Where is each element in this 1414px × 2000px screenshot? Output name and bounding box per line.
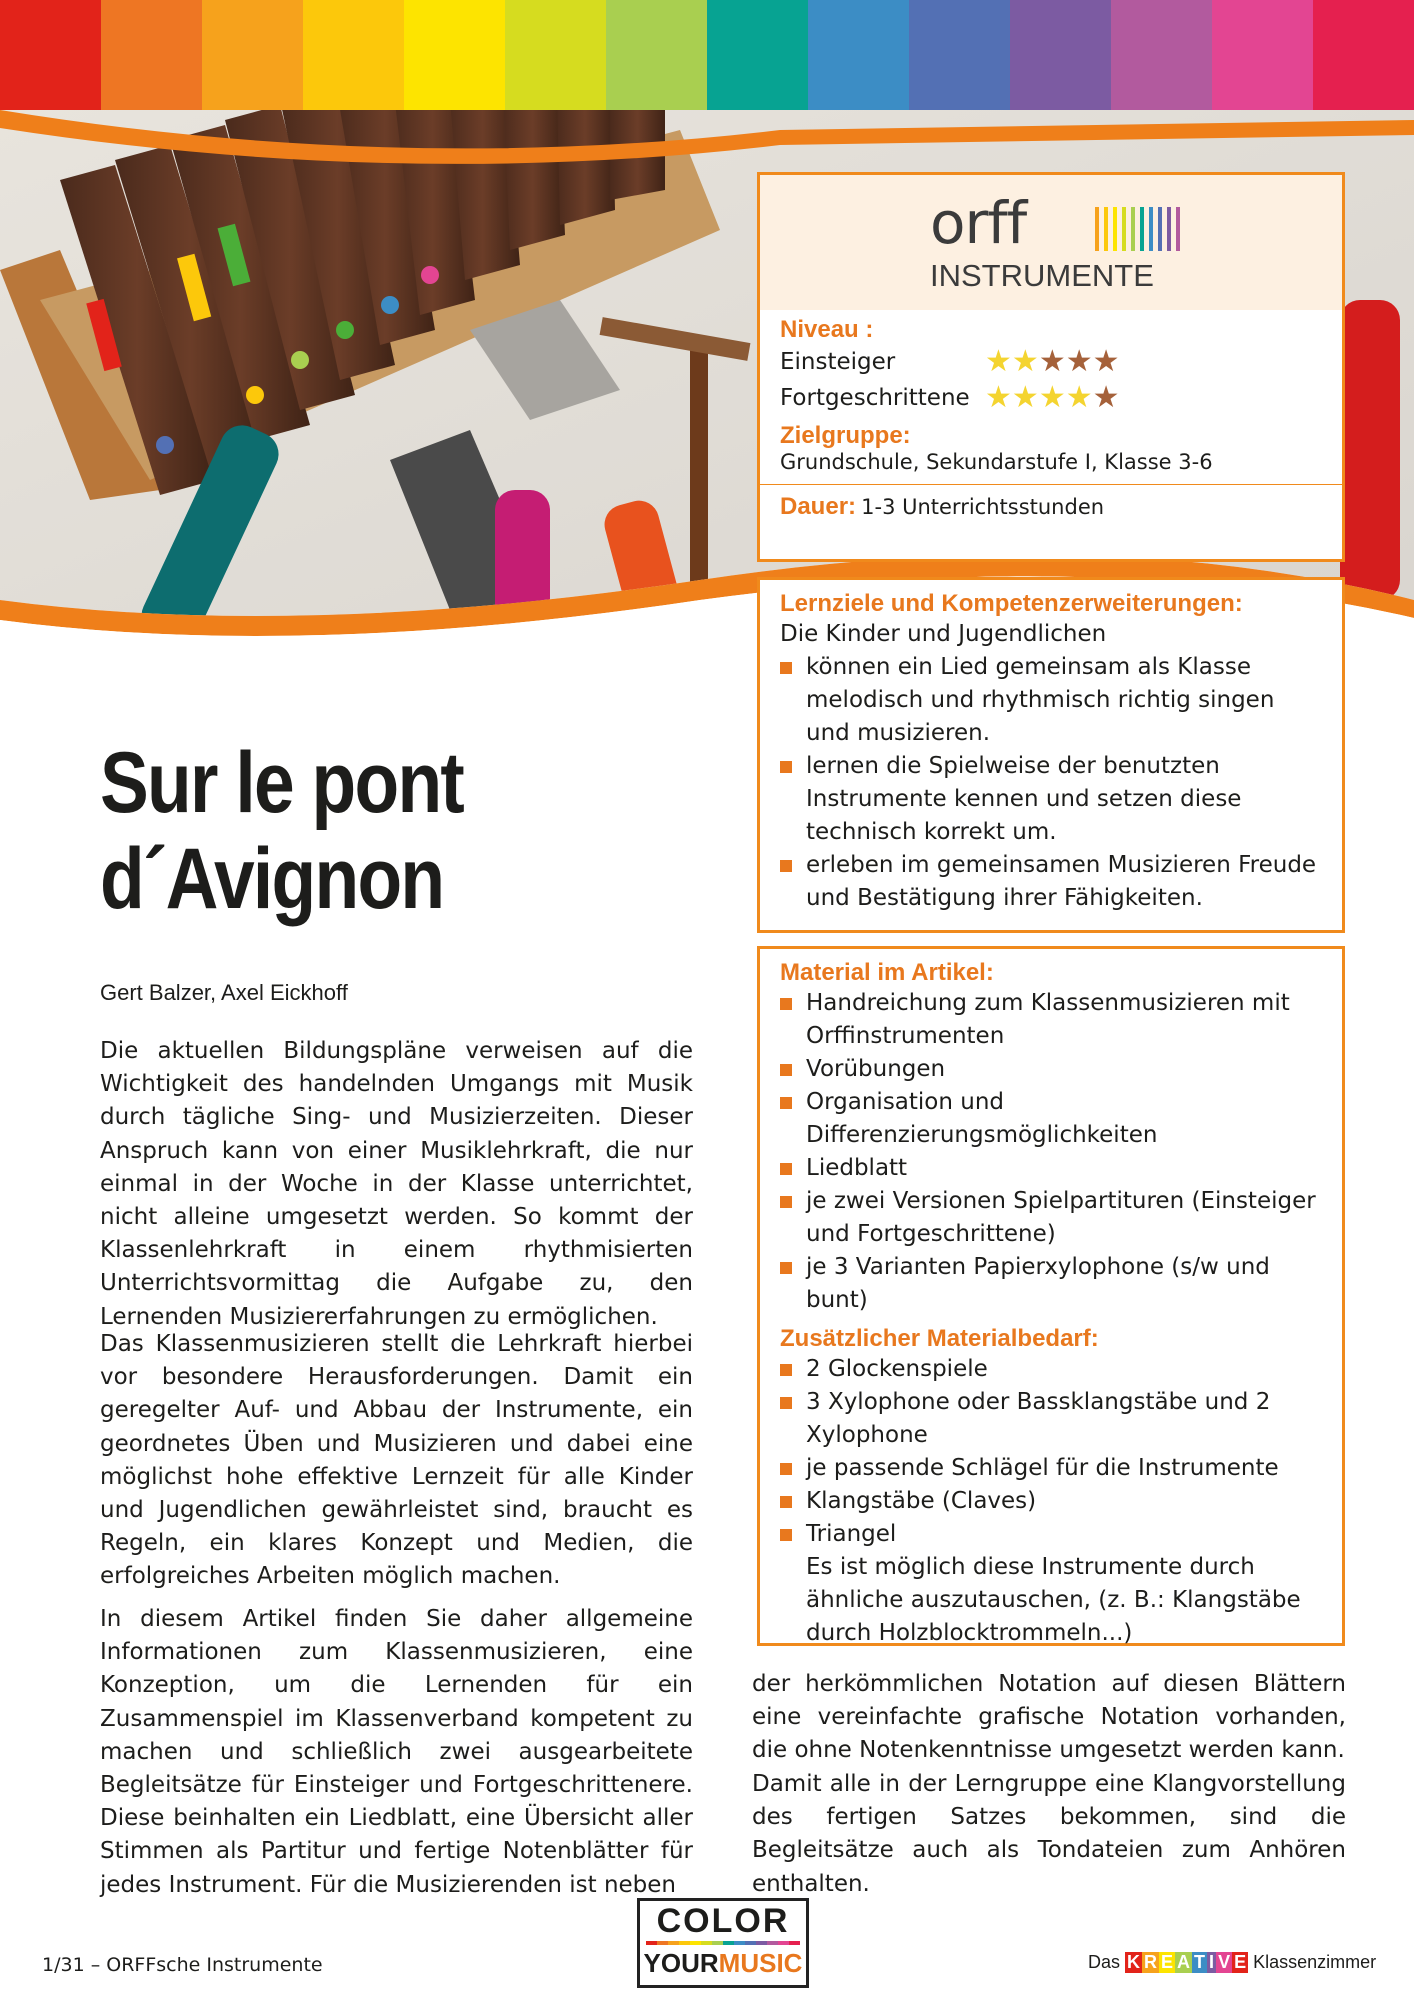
extra-material-list <box>780 1353 1322 1551</box>
star-filled-icon: ★ <box>985 344 1012 379</box>
kk-letter: E <box>1161 1952 1174 1972</box>
zielgruppe-text: Grundschule, Sekundarstufe I, Klasse 3-6 <box>780 450 1213 474</box>
color-your-music-logo <box>637 1898 809 1988</box>
star-empty-icon: ★ <box>1092 344 1120 379</box>
right-paragraph-2: Damit alle in der Lerngruppe eine Klangvorstellung des fertigen Satzes bekommen, sind die Begleitsätze auch als Tondateien zum Anhören enthalten. <box>752 1771 1346 1897</box>
brand-music: MUSIC <box>718 1948 803 1978</box>
list-item: erleben im gemeinsamen Musizieren Freude und Bestätigung ihrer Fähigkeiten. <box>780 849 1322 915</box>
logo-bar <box>1122 207 1126 251</box>
dauer-label: Dauer: <box>780 493 857 520</box>
extra-title: Zusätzlicher Materialbedarf: <box>780 1325 1099 1352</box>
authors: Gert Balzer, Axel Eickhoff <box>100 980 348 1005</box>
info-box <box>757 172 1345 562</box>
logo-bar <box>1104 207 1108 251</box>
kk-letter: V <box>1218 1952 1231 1972</box>
list-item: je 3 Varianten Papierxylophone (s/w und bunt) <box>780 1251 1322 1317</box>
list-item: Handreichung zum Klassenmusizieren mit Orffinstrumenten <box>780 987 1322 1053</box>
level-list <box>780 344 1322 416</box>
extra-note: Es ist möglich diese Instrumente durch ähnliche auszutauschen, (z. B.: Klangstäbe durch Holzblocktrommeln...) <box>806 1554 1301 1646</box>
logo-bars <box>1095 207 1180 251</box>
paragraph-3: In diesem Artikel finden Sie daher allgemeine Informationen zum Klassenmusizieren, eine Konzeption, um die Lernenden für ein Zusammenspiel im Klassenverband kompetent zu machen und schließlich zwei ausgearbeitete Begleitsätze für Einsteiger und Fortgeschrittenere. Diese beinhalten ein Liedblatt, eine Übersicht aller Stimmen als Partitur und fertige Notenblätter für jedes Instrument. Für die Musizierenden ist neben <box>100 1606 693 1898</box>
star-empty-icon: ★ <box>1065 344 1093 379</box>
kk-letter: E <box>1234 1952 1247 1972</box>
kk-klassenzimmer: Klassenzimmer <box>1253 1952 1377 1972</box>
title-line-1: Sur le pont <box>100 735 464 831</box>
logo-word: orff <box>930 189 1027 257</box>
logo-bar <box>1158 207 1162 251</box>
logo-bar <box>1176 207 1180 251</box>
article-title <box>100 735 463 927</box>
orff-logo <box>760 175 1342 310</box>
right-paragraph-1: der herkömmlichen Notation auf diesen Blättern eine vereinfachte grafische Notation vorhanden, die ohne Notenkenntnisse umgesetzt werden kann. <box>752 1671 1346 1764</box>
kk-letter: T <box>1194 1952 1206 1972</box>
kk-letter: A <box>1177 1952 1191 1972</box>
list-item: Triangel <box>780 1518 1322 1551</box>
lernziele-intro: Die Kinder und Jugendlichen <box>780 621 1107 647</box>
list-item: Liedblatt <box>780 1152 1322 1185</box>
dauer-text: 1-3 Unterrichtsstunden <box>861 495 1105 519</box>
star-filled-icon: ★ <box>1011 344 1039 379</box>
page-footer: 1/31 – ORFFsche Instrumente <box>42 1954 323 1976</box>
paragraph-1: Die aktuellen Bildungspläne verweisen auf die Wichtigkeit des handelnden Umgangs mit Musik durch tägliche Sing- und Musizierzeiten. Dieser Anspruch kann von einer Musiklehrkraft, die nur einmal in der Woche in der Klasse unterrichtet, nicht alleine umgesetzt werden. So kommt der Klassenlehrkraft in einem rhythmisierten Unterrichtsvormittag die Aufgabe zu, den Lernenden Musiziererfahrungen zu ermöglichen. <box>100 1038 693 1330</box>
level-label: Fortgeschrittene <box>780 385 970 411</box>
kk-letter: R <box>1144 1952 1158 1972</box>
logo-bar <box>1167 207 1171 251</box>
kk-kreative <box>1125 1952 1248 1972</box>
list-item: können ein Lied gemeinsam als Klasse melodisch und rhythmisch richtig singen und musizieren. <box>780 651 1322 750</box>
star-empty-icon: ★ <box>1038 344 1066 379</box>
logo-bar <box>1149 207 1153 251</box>
niveau-label: Niveau : <box>780 316 874 343</box>
list-item: je zwei Versionen Spielpartituren (Einsteiger und Fortgeschrittene) <box>780 1185 1322 1251</box>
lernziele-panel <box>757 577 1345 933</box>
list-item: 3 Xylophone oder Bassklangstäbe und 2 Xylophone <box>780 1386 1322 1452</box>
lernziele-title: Lernziele und Kompetenzerweiterungen: <box>780 590 1243 617</box>
level-row <box>780 380 1322 416</box>
material-panel <box>757 946 1345 1646</box>
list-item: Vorübungen <box>780 1053 1322 1086</box>
kk-das: Das <box>1088 1952 1121 1972</box>
material-list <box>780 987 1322 1317</box>
star-empty-icon: ★ <box>1092 380 1120 415</box>
list-item: lernen die Spielweise der benutzten Instrumente kennen und setzen diese technisch korrekt um. <box>780 750 1322 849</box>
brand-your: YOUR <box>643 1948 719 1978</box>
kreative-klassenzimmer-logo <box>1088 1952 1376 1973</box>
kk-letter: I <box>1209 1952 1215 1972</box>
star-filled-icon: ★ <box>1065 380 1093 415</box>
lernziele-list <box>780 651 1322 915</box>
star-filled-icon: ★ <box>985 380 1012 415</box>
logo-bar <box>1095 207 1099 251</box>
logo-subtitle: INSTRUMENTE <box>930 258 1154 293</box>
logo-bar <box>1113 207 1117 251</box>
star-filled-icon: ★ <box>1038 380 1066 415</box>
level-label: Einsteiger <box>780 349 896 375</box>
kk-letter: K <box>1127 1952 1141 1972</box>
zielgruppe-label: Zielgruppe: <box>780 422 911 449</box>
title-line-2: d´Avignon <box>100 831 444 927</box>
star-filled-icon: ★ <box>1011 380 1039 415</box>
level-row <box>780 344 1322 380</box>
logo-bar <box>1140 207 1144 251</box>
brand-top: COLOR <box>656 1902 790 1940</box>
list-item: je passende Schlägel für die Instrumente <box>780 1452 1322 1485</box>
list-item: 2 Glockenspiele <box>780 1353 1322 1386</box>
list-item: Organisation und Differenzierungsmöglichkeiten <box>780 1086 1322 1152</box>
list-item: Klangstäbe (Claves) <box>780 1485 1322 1518</box>
paragraph-2: Das Klassenmusizieren stellt die Lehrkraft hierbei vor besondere Herausforderungen. Damit ein geregelter Auf- und Abbau der Instrumente, ein geordnetes Üben und Musizieren und dabei eine möglichst hohe effektive Lernzeit für alle Kinder und Jugendlichen gewährleistet sind, braucht es Regeln, ein klares Konzept und Medien, die erfolgreiches Arbeiten möglich machen. <box>100 1331 693 1590</box>
logo-bar <box>1131 207 1135 251</box>
material-title: Material im Artikel: <box>780 959 994 986</box>
